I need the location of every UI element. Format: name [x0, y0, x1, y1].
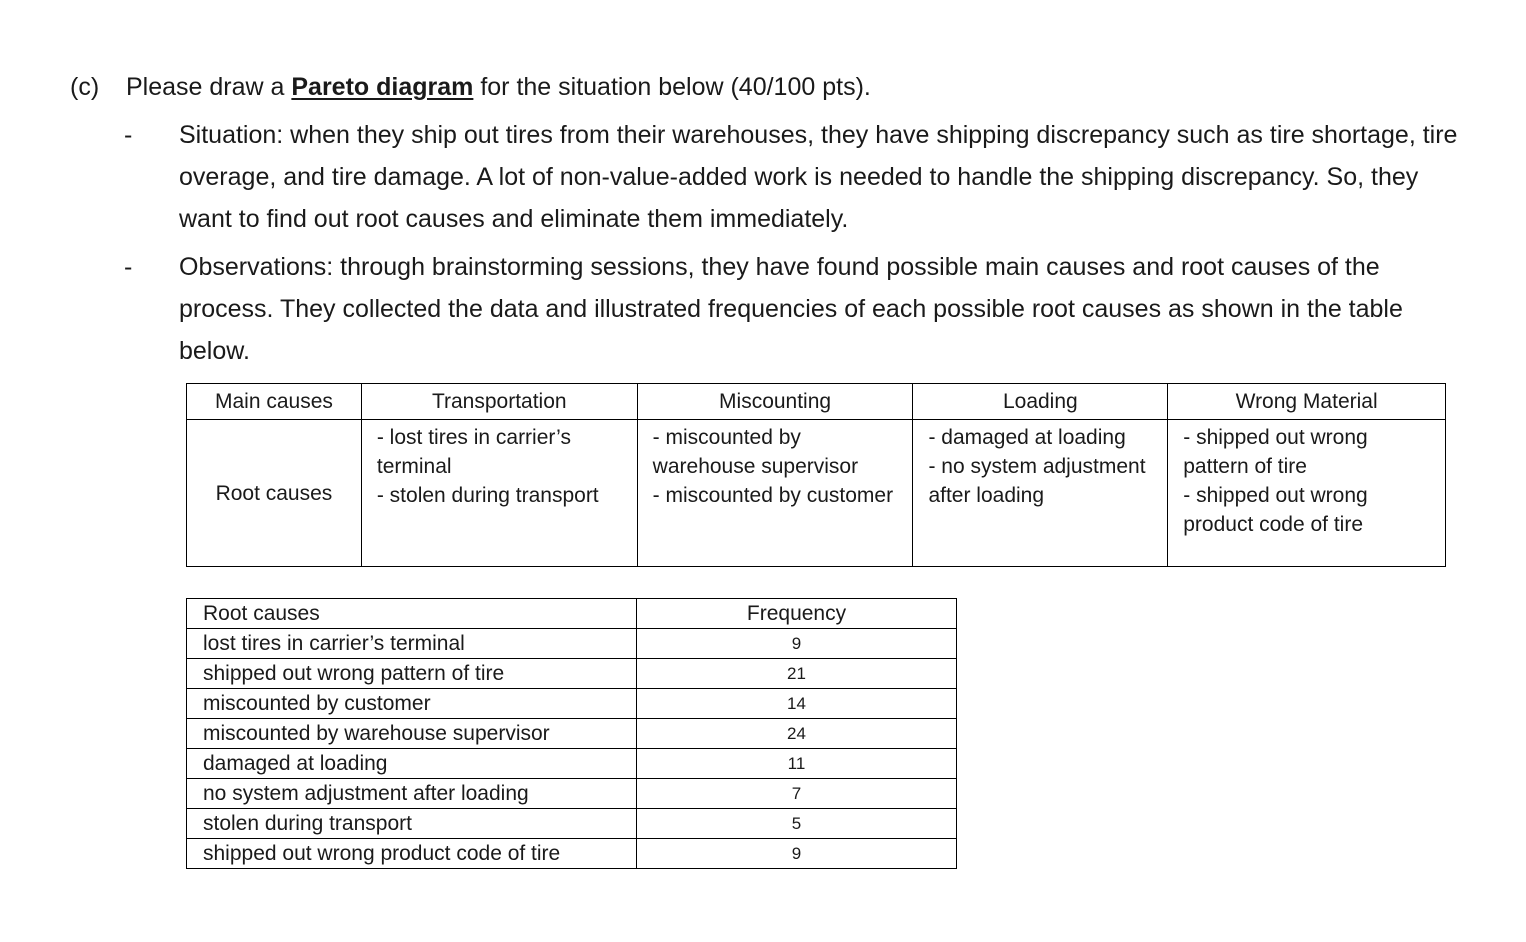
cause-cell: no system adjustment after loading	[187, 779, 637, 809]
table-row	[187, 689, 957, 719]
question-suffix: for the situation below (40/100 pts).	[473, 73, 871, 101]
root-cause-item: - stolen during transport	[376, 484, 599, 507]
frequency-header-row	[187, 599, 957, 629]
root-cause-item: - miscounted by customer	[652, 484, 894, 507]
main-causes-row	[187, 384, 1446, 420]
root-cause-item: - shipped out wrong product code of tire	[1183, 484, 1368, 536]
main-causes-label: Main causes	[187, 384, 362, 420]
causes-table	[186, 383, 1446, 567]
frequency-cell: 14	[637, 689, 957, 719]
question-label: (c)	[70, 73, 100, 101]
table-row	[187, 659, 957, 689]
frequency-cell: 11	[637, 749, 957, 779]
frequency-cell: 5	[637, 809, 957, 839]
question-prefix: Please draw a	[126, 73, 292, 101]
root-causes-label: Root causes	[187, 420, 362, 567]
main-cause-wrong-material: Wrong Material	[1168, 384, 1446, 420]
table-row	[187, 719, 957, 749]
situation-text: Situation: when they ship out tires from their warehouses, they have shipping discrepancy such as tire shortage, tire overage, and tire damage. A lot of non-value-added work is needed to handle the shipping discrepancy. So, they want to find out root causes and eliminate them immediately.	[179, 121, 1458, 233]
frequency-cell: 9	[637, 839, 957, 869]
cause-cell: shipped out wrong product code of tire	[187, 839, 637, 869]
miscounting-roots	[637, 420, 913, 567]
cause-cell: miscounted by customer	[187, 689, 637, 719]
table-row	[187, 629, 957, 659]
wrong-material-roots	[1168, 420, 1446, 567]
frequency-cell: 9	[637, 629, 957, 659]
root-cause-item: - shipped out wrong pattern of tire	[1183, 426, 1368, 478]
loading-roots	[913, 420, 1168, 567]
root-cause-item: - no system adjustment after loading	[928, 455, 1146, 507]
root-causes-header: Root causes	[187, 599, 637, 629]
table-row	[187, 749, 957, 779]
transportation-roots	[361, 420, 637, 567]
root-cause-item: - miscounted by warehouse supervisor	[652, 426, 859, 478]
root-causes-row	[187, 420, 1446, 567]
cause-cell: shipped out wrong pattern of tire	[187, 659, 637, 689]
frequency-header: Frequency	[637, 599, 957, 629]
table-row	[187, 839, 957, 869]
cause-cell: lost tires in carrier’s terminal	[187, 629, 637, 659]
bullet-dash: -	[124, 253, 133, 281]
bullet-dash: -	[124, 121, 133, 149]
main-cause-miscounting: Miscounting	[637, 384, 913, 420]
cause-cell: damaged at loading	[187, 749, 637, 779]
frequency-cell: 24	[637, 719, 957, 749]
main-cause-loading: Loading	[913, 384, 1168, 420]
question-heading	[70, 70, 871, 104]
table-row	[187, 779, 957, 809]
cause-cell: miscounted by warehouse supervisor	[187, 719, 637, 749]
root-cause-item: - lost tires in carrier’s terminal	[376, 426, 571, 478]
table-row	[187, 809, 957, 839]
cause-cell: stolen during transport	[187, 809, 637, 839]
frequency-cell: 7	[637, 779, 957, 809]
observations-text: Observations: through brainstorming sessions, they have found possible main causes and root causes of the process. They collected the data and illustrated frequencies of each possible root causes as shown in the table below.	[179, 253, 1403, 365]
frequency-cell: 21	[637, 659, 957, 689]
main-cause-transportation: Transportation	[361, 384, 637, 420]
root-cause-item: - damaged at loading	[928, 426, 1126, 449]
pareto-emphasis: Pareto diagram	[291, 73, 474, 101]
frequency-table	[186, 598, 957, 869]
